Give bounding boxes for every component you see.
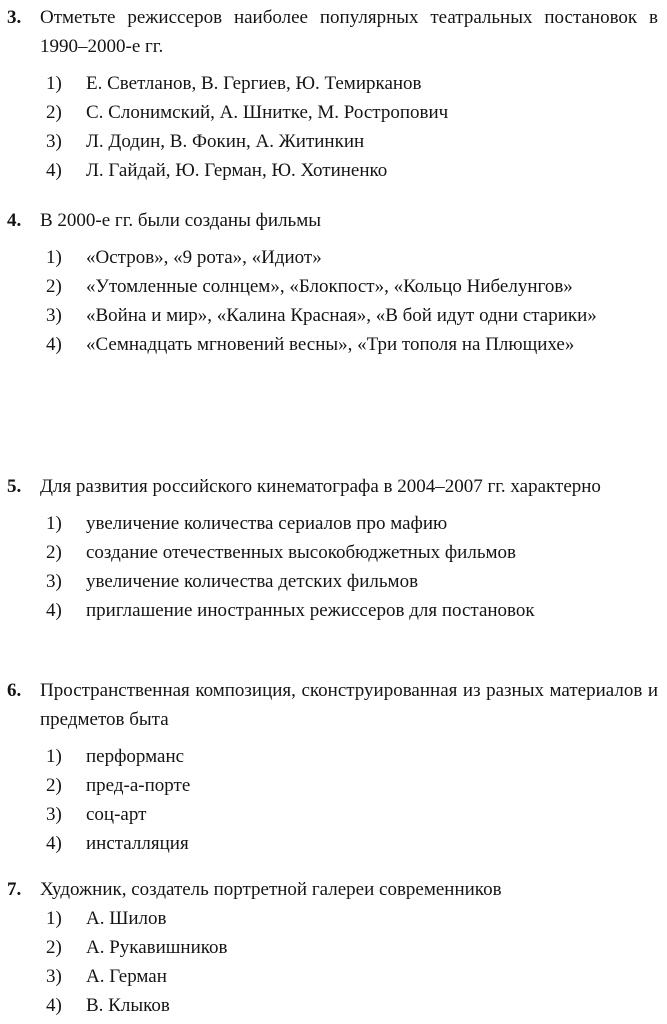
question-text: В 2000-е гг. были созданы фильмы: [40, 210, 322, 231]
option-text: увеличение количества сериалов про мафию: [86, 513, 448, 534]
question-number: 5.: [7, 476, 22, 497]
answer-options: [0, 69, 667, 185]
answer-option: [0, 800, 667, 829]
option-text: С. Слонимский, А. Шнитке, М. Ростропович: [86, 102, 449, 123]
answer-option: [0, 538, 667, 567]
answer-option: [0, 962, 667, 991]
question-7: [0, 875, 667, 1020]
option-number: 1): [46, 746, 62, 767]
option-text: инсталляция: [86, 833, 189, 854]
answer-option: [0, 509, 667, 538]
option-number: 1): [46, 247, 62, 268]
option-number: 2): [46, 276, 62, 297]
option-text: создание отечественных высокобюджетных фильмов: [86, 542, 516, 563]
question-3: [0, 3, 667, 185]
question-number: 4.: [7, 210, 22, 231]
answer-option: [0, 127, 667, 156]
answer-option: [0, 69, 667, 98]
option-text: «Утомленные солнцем», «Блокпост», «Кольцо Нибелунгов»: [86, 276, 573, 297]
option-number: 1): [46, 908, 62, 929]
option-text: А. Рукавишников: [86, 937, 228, 958]
option-number: 4): [46, 160, 62, 181]
question-number: 7.: [7, 879, 22, 900]
option-text: «Война и мир», «Калина Красная», «В бой идут одни старики»: [86, 305, 597, 326]
answer-option: [0, 301, 667, 330]
option-number: 4): [46, 600, 62, 621]
option-text: Л. Додин, В. Фокин, А. Житинкин: [86, 131, 365, 152]
answer-options: [0, 904, 667, 1020]
question-text: Пространственная композиция, сконструированная из разных материалов и предметов быта: [40, 680, 658, 730]
option-number: 4): [46, 833, 62, 854]
answer-option: [0, 991, 667, 1020]
question-6: [0, 676, 667, 858]
answer-option: [0, 771, 667, 800]
answer-option: [0, 829, 667, 858]
option-text: увеличение количества детских фильмов: [86, 571, 419, 592]
question-number: 6.: [7, 680, 22, 701]
answer-options: [0, 243, 667, 359]
option-number: 1): [46, 513, 62, 534]
question-text: Отметьте режиссеров наиболее популярных театральных постановок в 1990–2000-е гг.: [40, 7, 658, 57]
option-number: 2): [46, 542, 62, 563]
option-text: соц-арт: [86, 804, 147, 825]
option-number: 1): [46, 73, 62, 94]
answer-option: [0, 156, 667, 185]
option-text: Е. Светланов, В. Гергиев, Ю. Темирканов: [86, 73, 422, 94]
option-number: 2): [46, 937, 62, 958]
option-number: 3): [46, 131, 62, 152]
question-5: [0, 472, 667, 625]
option-number: 2): [46, 102, 62, 123]
answer-option: [0, 904, 667, 933]
option-text: пред-а-порте: [86, 775, 191, 796]
option-number: 2): [46, 775, 62, 796]
option-number: 3): [46, 305, 62, 326]
option-text: А. Герман: [86, 966, 167, 987]
question-number: 3.: [7, 7, 22, 28]
answer-option: [0, 567, 667, 596]
option-text: А. Шилов: [86, 908, 167, 929]
option-number: 4): [46, 334, 62, 355]
answer-options: [0, 742, 667, 858]
option-text: перформанс: [86, 746, 185, 767]
answer-option: [0, 330, 667, 359]
answer-option: [0, 596, 667, 625]
answer-option: [0, 243, 667, 272]
option-text: Л. Гайдай, Ю. Герман, Ю. Хотиненко: [86, 160, 388, 181]
option-text: В. Клыков: [86, 995, 170, 1016]
option-number: 4): [46, 995, 62, 1016]
answer-option: [0, 98, 667, 127]
answer-option: [0, 272, 667, 301]
option-text: «Семнадцать мгновений весны», «Три тополя на Плющихе»: [86, 334, 575, 355]
option-number: 3): [46, 804, 62, 825]
question-text: Для развития российского кинематографа в 2004–2007 гг. характерно: [40, 476, 601, 497]
question-text: Художник, создатель портретной галереи современников: [40, 879, 502, 900]
option-number: 3): [46, 571, 62, 592]
answer-option: [0, 742, 667, 771]
answer-options: [0, 509, 667, 625]
option-text: приглашение иностранных режиссеров для постановок: [86, 600, 535, 621]
option-text: «Остров», «9 рота», «Идиот»: [86, 247, 322, 268]
question-4: [0, 206, 667, 359]
option-number: 3): [46, 966, 62, 987]
answer-option: [0, 933, 667, 962]
